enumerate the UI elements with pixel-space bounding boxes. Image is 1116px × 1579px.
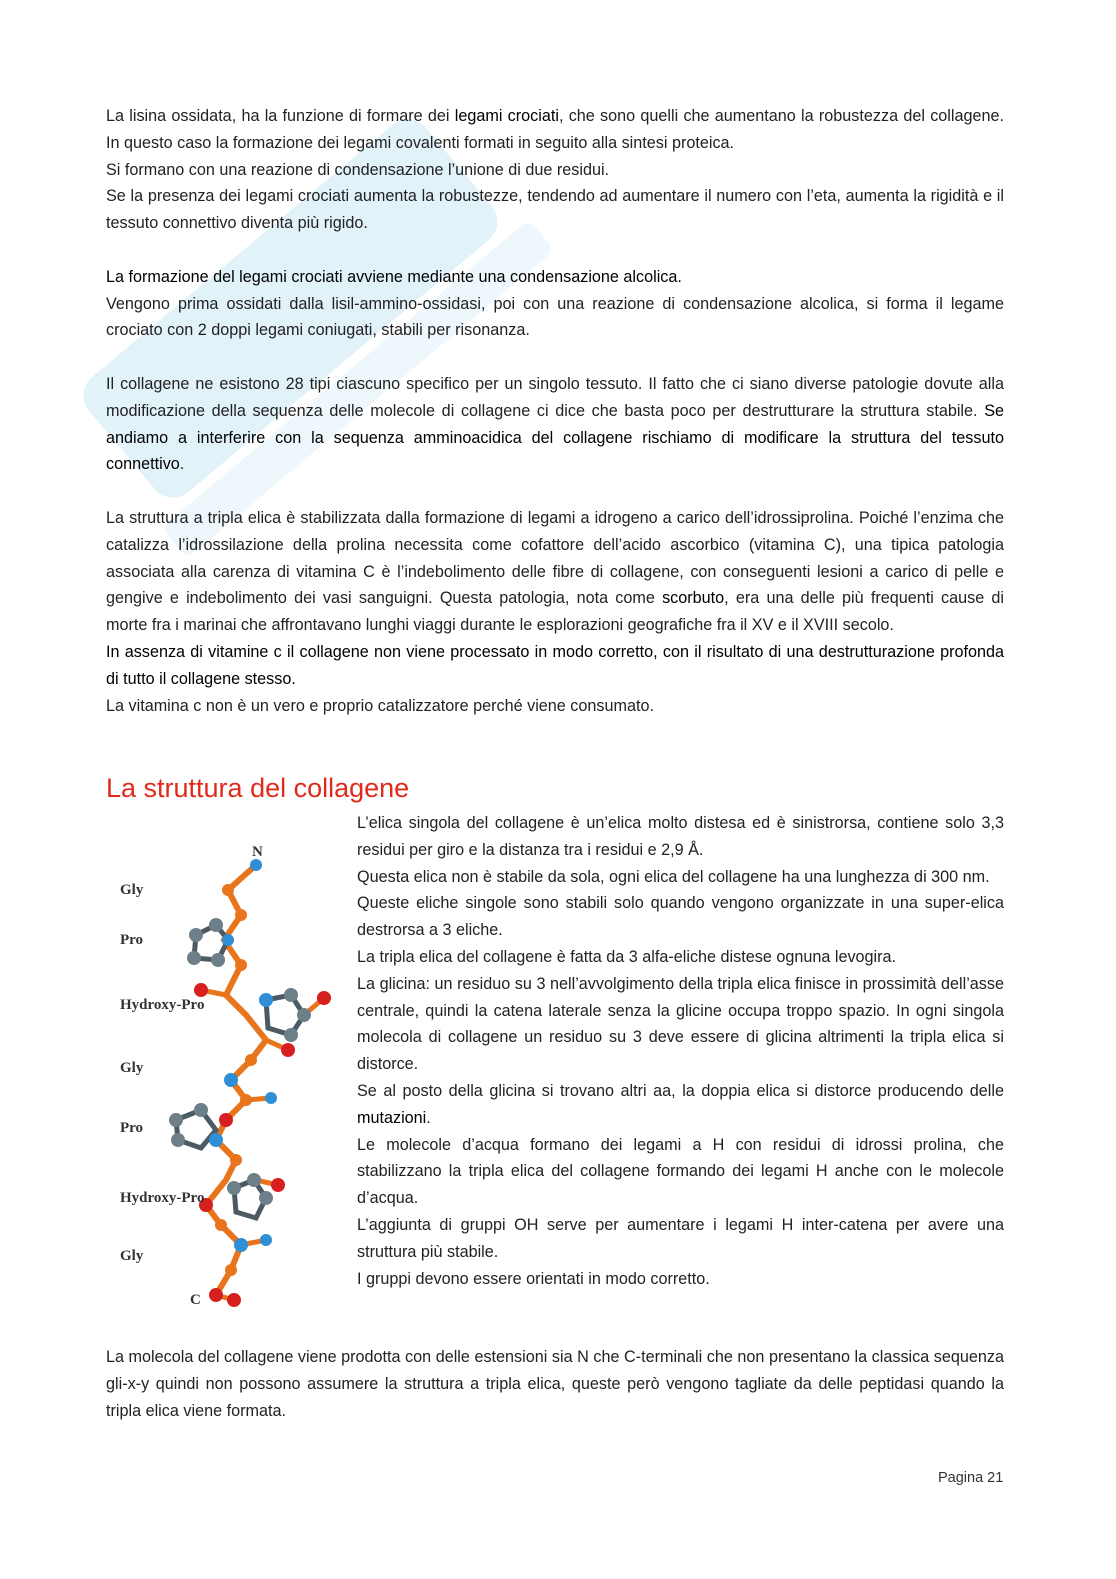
bold-term: mutazioni: [357, 1108, 427, 1127]
text-paragraph: L’elica singola del collagene è un’elica molto distesa ed è sinistrorsa, contiene solo 3,3 residui per giro e la distanza tra i residui e 2,9 Å.: [357, 814, 1004, 859]
residue-label: Hydroxy-Pro: [120, 997, 205, 1013]
residue-label: Hydroxy-Pro: [120, 1190, 205, 1206]
residue-label: Gly: [120, 1248, 144, 1264]
section-heading: La struttura del collagene: [106, 773, 410, 803]
text-paragraph: I gruppi devono essere orientati in modo corretto.: [357, 1269, 710, 1288]
text: , che sono quelli che aumentano la robustezza del collagene. In questo caso la formazione dei legami covalenti formati in seguito alla sintesi proteica.: [106, 107, 1004, 152]
text: La struttura a tripla elica è stabilizzata dalla formazione di legami a idrogeno a carico dell’idrossiprolina. Poiché l’enzima che catalizza l’idrossilazione della prolina necessita come cofattore dell’acido ascorbico (vitamina C), una tipica patologia associata alla carenza di vitamina C è l’indebolimento delle fibre di collagene, con conseguenti lesioni a carico di pelle e gengive e indebolimento dei vasi sanguigni. Questa patologia, nota come: [106, 508, 1004, 608]
text-paragraph: Le molecole d’acqua formano dei legami a H con residui di idrossi prolina, che stabilizzano la tripla elica del collagene formando dei legami H anche con le molecole d’acqua.: [357, 1135, 1004, 1208]
text: Se al posto della glicina si trovano altri aa, la doppia elica si distorce producendo delle: [357, 1081, 1004, 1100]
residue-label: Pro: [120, 932, 144, 948]
bold-term: legami crociati: [454, 107, 559, 125]
text-line: Si formano con una reazione di condensazione l’unione di due residui.: [106, 160, 610, 179]
page-number: Pagina 21: [938, 1470, 1004, 1486]
residue-label: Gly: [120, 882, 144, 898]
n-terminal-label: N: [252, 844, 263, 860]
text: Il collagene ne esistono 28 tipi ciascuno specifico per un singolo tessuto. Il fatto che ci siano diverse patologie dovute alla modificazione della sequenza delle molecole di collagene ci dice che basta poco per destrutturare la struttura stabile.: [106, 374, 1004, 420]
c-terminal-label: C: [190, 1292, 201, 1308]
residue-label: Gly: [120, 1060, 144, 1076]
text-paragraph: Vengono prima ossidati dalla lisil-ammino-ossidasi, poi con una reazione di condensazione alcolica, si forma il legame crociato con 2 doppi legami coniugati, stabili per risonanza.: [106, 294, 1004, 340]
residue-label: Pro: [120, 1120, 144, 1136]
text-paragraph: La glicina: un residuo su 3 nell’avvolgimento della tripla elica finisce in prossimità dell’asse centrale, quindi la catena laterale senza la glicine occupa troppo spazio. In ogni singola molecola di collagene un residuo su 3 deve essere di glicina altrimenti la tripla elica si distorce.: [357, 974, 1004, 1074]
bold-paragraph: In assenza di vitamine c il collagene non viene processato in modo corretto, con il risultato di una destrutturazione profonda di tutto il collagene stesso.: [106, 642, 1004, 688]
text-paragraph: L’aggiunta di gruppi OH serve per aumentare i legami H inter-catena per avere una struttura più stabile.: [357, 1215, 1004, 1261]
text: .: [179, 455, 185, 474]
collagen-molecule-figure: [106, 830, 341, 1325]
text-paragraph: Queste eliche singole sono stabili solo quando vengono organizzate in una super-elica destrorsa a 3 eliche.: [357, 894, 1004, 940]
text: .: [426, 1108, 431, 1127]
text: , era una delle più frequenti cause di morte fra i marinai che affrontavano lunghi viaggi durante le esplorazioni geografiche fra il XV e il XVIII secolo.: [106, 589, 1004, 635]
paragraph-legami-crociati: [106, 103, 1004, 719]
text-paragraph: La tripla elica del collagene è fatta da 3 alfa-eliche distese ognuna levogira.: [357, 947, 897, 966]
bold-term: scorbuto: [662, 589, 725, 608]
bold-line: La formazione del legami crociati avviene mediante una condensazione alcolica.: [106, 267, 682, 286]
text: La lisina ossidata, ha la funzione di formare dei: [106, 107, 455, 125]
text-line: Se la presenza dei legami crociati aumenta la robustezze, tendendo ad aumentare il numero con l’eta, aumenta la rigidità e il tessuto connettivo diventa più rigido.: [106, 187, 1004, 233]
bottom-paragraph: [106, 1344, 1004, 1424]
text-line: La vitamina c non è un vero e proprio catalizzatore perché viene consumato.: [106, 696, 654, 715]
collagen-structure-text: [357, 810, 1004, 1292]
text-paragraph: La molecola del collagene viene prodotta con delle estensioni sia N che C-terminali che non presentano la classica sequenza gli-x-y quindi non possono assumere la struttura a tripla elica, queste però vengono tagliate da delle peptidasi quando la tripla elica viene formata.: [106, 1348, 1004, 1420]
bold-text: Se andiamo a interferire con la sequenza amminoacidica del collagene rischiamo di modificare la struttura del tessuto connettivo: [106, 401, 1004, 474]
text-paragraph: Questa elica non è stabile da sola, ogni elica del collagene ha una lunghezza di 300 nm.: [357, 867, 990, 886]
